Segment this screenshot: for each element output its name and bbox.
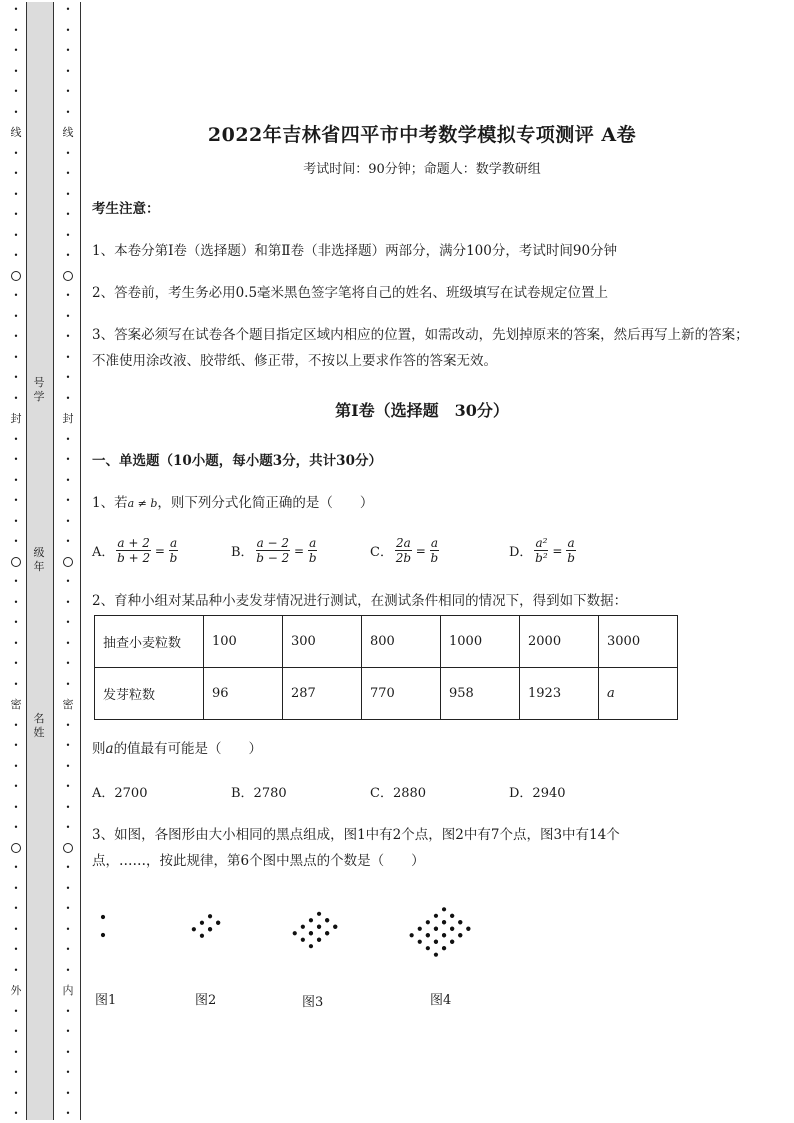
q1-option-c[interactable] (370, 536, 509, 565)
name-label (26, 712, 52, 740)
q1-condition: a ≠ b (127, 497, 158, 510)
figure-4-label: 图4 (430, 993, 452, 1008)
binding-dot: • (65, 537, 71, 546)
pattern-dot (101, 933, 105, 937)
figure-2-dots (192, 914, 221, 938)
binding-dot: • (65, 291, 71, 300)
q1-stem (92, 490, 752, 517)
binding-dot: • (65, 782, 71, 791)
pattern-dot (442, 946, 446, 950)
binding-dot: • (65, 251, 71, 260)
binding-circle-icon (11, 271, 21, 281)
numerator: a − 2 (256, 536, 290, 550)
q2-stem: 2、育种小组对某品种小麦发芽情况进行测试，在测试条件相同的情况下，得到如下数据： (92, 593, 628, 609)
q1-option-b[interactable] (231, 536, 370, 565)
table-row (95, 668, 678, 720)
notice-item-3: 3、答案必须写在试卷各个题目指定区域内相应的位置，如需改动，先划掉原来的答案，然后再写上新的答案；不准使用涂改液、胶带纸、修正带，不按以上要求作答的答案无效。 (92, 327, 749, 369)
binding-dot: • (13, 720, 19, 730)
binding-circle-icon (63, 271, 73, 281)
binding-dot: • (65, 87, 71, 96)
label-char: 级 (33, 546, 45, 559)
q2-option-b[interactable]: B．2780 (231, 786, 287, 801)
binding-dot: • (13, 496, 19, 505)
binding-dot: • (13, 761, 19, 771)
pattern-dot (442, 920, 446, 924)
denominator: b − 2 (256, 551, 290, 565)
figure-3-dots (293, 912, 338, 949)
q2-question (92, 736, 752, 762)
binding-dot: • (65, 230, 71, 240)
binding-dot: • (13, 393, 19, 403)
binding-mark: 封 (62, 412, 74, 425)
binding-dot: • (65, 1047, 71, 1057)
binding-dot: • (65, 741, 71, 750)
dot-pattern-figures (92, 890, 752, 990)
binding-line (80, 2, 81, 1120)
binding-dot: • (13, 230, 19, 240)
pattern-dot (301, 925, 305, 929)
pattern-dot (418, 940, 422, 944)
binding-dot: • (65, 352, 71, 362)
binding-dot: • (13, 455, 19, 464)
pattern-dot (200, 921, 204, 925)
option-label: D． (509, 545, 533, 560)
q2-options (92, 782, 732, 801)
pattern-dot (426, 920, 430, 924)
table-cell: 300 (283, 616, 362, 668)
q2-question-suffix: 的值最有可能是（ ） (113, 741, 263, 757)
fraction (169, 536, 178, 565)
binding-dot: • (65, 434, 71, 444)
numerator: a (309, 536, 317, 550)
q3-stem-line2: 点，……，按此规律，第6个图中黑点的个数是（ ） (92, 853, 425, 869)
figure-2-label: 图2 (195, 993, 217, 1008)
binding-dot: • (13, 352, 19, 362)
q2-question-prefix: 则 (92, 741, 106, 757)
binding-dot: • (65, 659, 71, 668)
table-cell: a (599, 668, 678, 720)
equals-sign: = (552, 543, 563, 558)
binding-dot: • (65, 945, 71, 954)
table-cell: 3000 (599, 616, 678, 668)
pattern-dot (450, 927, 454, 931)
binding-dot: • (13, 883, 19, 893)
q3-stem-line1: 3、如图，各图形由大小相同的黑点组成，图1中有2个点，图2中有7个点，图3中有14个 (92, 827, 620, 843)
binding-dot: • (65, 1006, 71, 1016)
binding-dot: • (13, 1047, 19, 1057)
binding-dot: • (13, 373, 19, 382)
binding-dot: • (13, 537, 19, 546)
option-label: B． (231, 545, 254, 560)
part1-title: 第Ⅰ卷（选择题 30分） (335, 401, 509, 420)
denominator: b (567, 551, 575, 565)
q2-option-d[interactable]: D．2940 (509, 786, 566, 801)
fraction (395, 536, 412, 565)
binding-dots-left (9, 4, 23, 1119)
pattern-dot (325, 918, 329, 922)
equals-sign: = (154, 543, 165, 558)
binding-circle-icon (63, 843, 73, 853)
binding-dot: • (13, 5, 19, 14)
figure-3-label: 图3 (302, 995, 324, 1010)
pattern-dot (333, 925, 337, 929)
fraction (256, 536, 290, 565)
binding-circle-icon (63, 557, 73, 567)
pattern-dot (466, 927, 470, 931)
binding-dot: • (13, 741, 19, 750)
binding-dot: • (65, 5, 71, 14)
pattern-dot (208, 927, 212, 931)
label-char: 年 (33, 560, 45, 573)
denominator: b (308, 551, 317, 565)
binding-dot: • (13, 659, 19, 668)
q3-figures (92, 890, 752, 1020)
label-char: 姓 (33, 726, 45, 739)
binding-dot: • (65, 516, 71, 526)
binding-dot: • (65, 577, 71, 586)
binding-dot: • (13, 516, 19, 526)
binding-dot: • (13, 25, 19, 35)
binding-dot: • (13, 597, 19, 607)
fraction (430, 536, 439, 565)
binding-dot: • (65, 148, 71, 158)
binding-dot: • (65, 46, 71, 55)
denominator: b (169, 551, 178, 565)
binding-dot: • (65, 1088, 71, 1098)
notice-item-2: 2、答卷前，考生务必用0.5毫米黑色签字笔将自己的姓名、班级填写在试卷规定位置上 (92, 285, 609, 301)
table-cell: 1923 (520, 668, 599, 720)
binding-dot: • (65, 25, 71, 35)
table-header-cell: 发芽粒数 (95, 668, 204, 720)
binding-dot: • (13, 87, 19, 96)
binding-dot: • (65, 597, 71, 607)
binding-dots-right (61, 4, 75, 1119)
class-label (26, 546, 52, 574)
binding-dot: • (65, 66, 71, 76)
binding-dot: • (13, 46, 19, 55)
binding-dot: • (13, 66, 19, 76)
binding-dot: • (65, 393, 71, 403)
binding-dot: • (13, 434, 19, 444)
binding-dot: • (65, 802, 71, 812)
binding-dot: • (13, 638, 19, 648)
binding-dot: • (13, 965, 19, 975)
numerator: a (430, 536, 438, 550)
q2-option-a[interactable]: A．2700 (92, 786, 148, 801)
binding-dot: • (65, 1068, 71, 1077)
binding-mark: 线 (62, 126, 74, 139)
binding-mark: 外 (10, 984, 22, 997)
binding-dot: • (65, 618, 71, 627)
fraction (308, 536, 317, 565)
pattern-dot (317, 925, 321, 929)
table-cell: 958 (441, 668, 520, 720)
binding-dot: • (13, 802, 19, 812)
pattern-dot (293, 931, 297, 935)
binding-dot: • (65, 496, 71, 505)
section-title: 一、单选题（10小题，每小题3分，共计30分） (92, 453, 382, 469)
table-cell: 1000 (441, 616, 520, 668)
pattern-dot (450, 914, 454, 918)
binding-dot: • (65, 311, 71, 321)
pattern-dot (442, 933, 446, 937)
fraction (566, 536, 575, 565)
exam-info: 考试时间：90分钟；命题人：数学教研组 (303, 162, 541, 177)
q1-option-d[interactable] (509, 536, 648, 565)
binding-mark: 线 (10, 126, 22, 139)
table-cell: 800 (362, 616, 441, 668)
pattern-dot (317, 938, 321, 942)
table-cell: 770 (362, 668, 441, 720)
binding-circle-icon (11, 557, 21, 567)
pattern-dot (418, 927, 422, 931)
binding-dot: • (13, 311, 19, 321)
pattern-dot (216, 921, 220, 925)
pattern-dot (208, 914, 212, 918)
pattern-dot (434, 953, 438, 957)
pattern-dot (309, 944, 313, 948)
binding-dot: • (13, 1088, 19, 1098)
binding-dot: • (13, 251, 19, 260)
q1-stem-suffix: ，则下列分式化简正确的是（ ） (157, 495, 374, 511)
pattern-dot (450, 940, 454, 944)
binding-dot: • (65, 1027, 71, 1036)
denominator: b (430, 551, 439, 565)
binding-dot: • (13, 945, 19, 954)
equals-sign: = (294, 543, 305, 558)
label-char: 号 (33, 376, 45, 389)
binding-dot: • (13, 169, 19, 178)
binding-mark: 封 (10, 412, 22, 425)
binding-mark: 内 (62, 984, 74, 997)
fraction (534, 536, 548, 565)
binding-dot: • (65, 373, 71, 382)
binding-dot: • (65, 189, 71, 199)
binding-circle-icon (11, 843, 21, 853)
binding-dot: • (13, 291, 19, 300)
binding-dot: • (13, 823, 19, 832)
pattern-dot (458, 933, 462, 937)
pattern-dot (442, 907, 446, 911)
binding-dot: • (13, 1068, 19, 1077)
pattern-dot (434, 914, 438, 918)
binding-dot: • (65, 475, 71, 485)
denominator: b + 2 (117, 551, 151, 565)
numerator: a² (535, 536, 548, 550)
binding-dot: • (13, 189, 19, 199)
binding-dot: • (65, 924, 71, 934)
binding-dot: • (13, 577, 19, 586)
table-cell: 2000 (520, 616, 599, 668)
binding-dot: • (65, 332, 71, 341)
binding-dot: • (65, 679, 71, 689)
binding-dot: • (65, 904, 71, 913)
binding-dot: • (65, 1109, 71, 1118)
binding-dot: • (13, 618, 19, 627)
figure-1-label: 图1 (95, 993, 117, 1008)
pattern-dot (426, 946, 430, 950)
q1-stem-prefix: 1、若 (92, 495, 128, 511)
binding-mark: 密 (10, 698, 22, 711)
student-id-label (26, 376, 52, 404)
binding-dot: • (65, 210, 71, 219)
pattern-dot (434, 940, 438, 944)
binding-dot: • (13, 1006, 19, 1016)
page-title: 2022年吉林省四平市中考数学模拟专项测评 A卷 (207, 124, 637, 146)
binding-dot: • (65, 107, 71, 117)
figure-1-dots (101, 915, 105, 937)
q2-data-table (94, 615, 678, 720)
binding-dot: • (65, 965, 71, 975)
option-label: C． (370, 545, 393, 560)
figure-4-dots (410, 907, 471, 957)
binding-dot: • (13, 782, 19, 791)
binding-dot: • (13, 107, 19, 117)
binding-dot: • (65, 455, 71, 464)
binding-dot: • (13, 679, 19, 689)
table-cell: 287 (283, 668, 362, 720)
binding-dot: • (13, 1109, 19, 1118)
binding-dot: • (13, 863, 19, 872)
binding-dot: • (65, 863, 71, 872)
pattern-dot (434, 927, 438, 931)
binding-dot: • (65, 823, 71, 832)
numerator: 2a (395, 536, 411, 550)
pattern-dot (458, 920, 462, 924)
option-label: A． (92, 545, 115, 560)
pattern-dot (309, 918, 313, 922)
pattern-dot (325, 931, 329, 935)
pattern-dot (192, 927, 196, 931)
notice-item-1: 1、本卷分第Ⅰ卷（选择题）和第Ⅱ卷（非选择题）两部分，满分100分，考试时间90分钟 (92, 243, 618, 259)
pattern-dot (200, 934, 204, 938)
label-char: 名 (33, 712, 45, 725)
denominator: 2b (395, 551, 412, 565)
equals-sign: = (415, 543, 426, 558)
pattern-dot (317, 912, 321, 916)
binding-dot: • (13, 148, 19, 158)
binding-dot: • (65, 638, 71, 648)
pattern-dot (301, 938, 305, 942)
fraction (116, 536, 150, 565)
binding-dot: • (13, 904, 19, 913)
binding-dot: • (13, 1027, 19, 1036)
binding-dot: • (13, 210, 19, 219)
q2-option-c[interactable]: C．2880 (370, 786, 427, 801)
binding-dot: • (13, 924, 19, 934)
pattern-dot (101, 915, 105, 919)
binding-dot: • (13, 332, 19, 341)
denominator: b² (535, 551, 548, 565)
pattern-dot (309, 931, 313, 935)
binding-dot: • (65, 761, 71, 771)
pattern-dot (410, 933, 414, 937)
numerator: a + 2 (117, 536, 150, 550)
binding-mark: 密 (62, 698, 74, 711)
numerator: a (567, 536, 575, 550)
binding-dot: • (13, 475, 19, 485)
table-cell: 100 (204, 616, 283, 668)
pattern-dot (426, 933, 430, 937)
table-cell: 96 (204, 668, 283, 720)
binding-dot: • (65, 883, 71, 893)
q1-options (92, 536, 732, 565)
binding-dot: • (65, 720, 71, 730)
table-header-cell: 抽查小麦粒数 (95, 616, 204, 668)
label-char: 学 (33, 390, 45, 403)
numerator: a (169, 536, 178, 550)
notice-heading: 考生注意： (92, 201, 160, 217)
q1-option-a[interactable] (92, 536, 231, 565)
table-row (95, 616, 678, 668)
q2-variable: a (105, 741, 114, 757)
binding-dot: • (65, 169, 71, 178)
